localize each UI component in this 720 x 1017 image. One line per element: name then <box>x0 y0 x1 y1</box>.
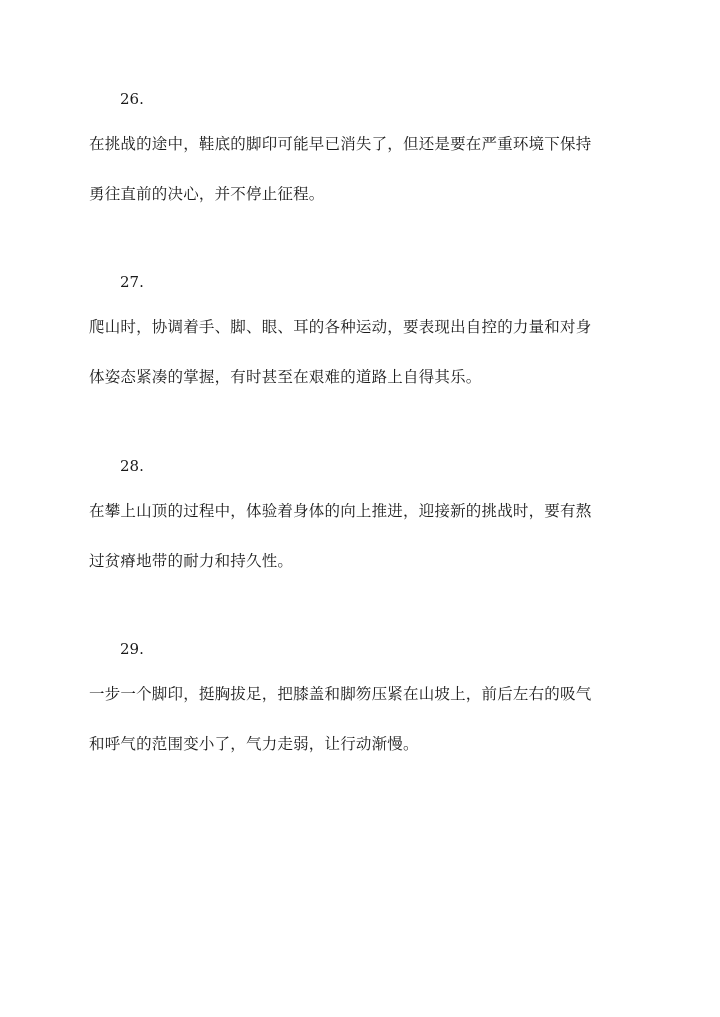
entry-text-line-1: 在攀上山顶的过程中，体验着身体的向上推进，迎接新的挑战时，要有熬 <box>89 502 592 520</box>
entry-26 <box>89 89 649 203</box>
entry-28 <box>89 456 649 570</box>
entry-number: 28. <box>120 457 144 475</box>
entry-number: 26. <box>120 90 144 108</box>
entry-text-line-1: 一步一个脚印，挺胸拔足，把膝盖和脚笏压紧在山坡上，前后左右的吸气 <box>89 685 592 703</box>
entry-text-line-2: 过贫瘠地带的耐力和持久性。 <box>89 552 294 570</box>
entry-text-line-2: 勇往直前的决心，并不停止征程。 <box>89 185 325 203</box>
entry-number: 29. <box>120 640 144 658</box>
entry-text-line-2: 和呼气的范围变小了，气力走弱，让行动渐慢。 <box>89 735 419 753</box>
entry-text-line-1: 在挑战的途中，鞋底的脚印可能早已消失了，但还是要在严重环境下保持 <box>89 135 592 153</box>
entry-text-line-2: 体姿态紧凑的掌握，有时甚至在艰难的道路上自得其乐。 <box>89 368 482 386</box>
entry-27 <box>89 272 649 386</box>
entry-number: 27. <box>120 273 144 291</box>
entry-text-line-1: 爬山时，协调着手、脚、眼、耳的各种运动，要表现出自控的力量和对身 <box>89 318 592 336</box>
entry-29 <box>89 639 649 753</box>
